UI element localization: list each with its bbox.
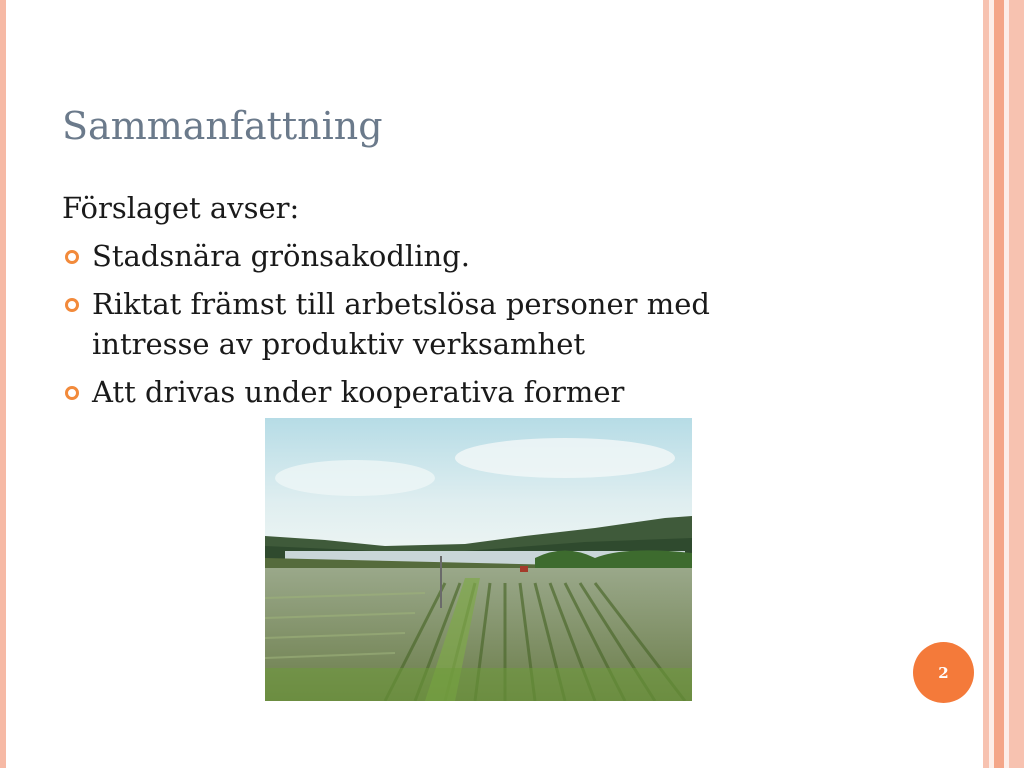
slide-title: Sammanfattning	[62, 104, 383, 148]
right-border-stripe	[1009, 0, 1024, 768]
bullet-item	[62, 372, 822, 412]
farm-landscape-photo	[265, 418, 692, 701]
right-border-stripe	[994, 0, 1004, 768]
bullet-text: Stadsnära grönsakodling.	[92, 239, 470, 273]
circle-bullet-icon	[65, 250, 79, 264]
bullet-item	[62, 236, 822, 276]
intro-text: Förslaget avser:	[62, 191, 300, 225]
bullet-text: Att drivas under kooperativa former	[92, 375, 625, 409]
bullet-text: Riktat främst till arbetslösa personer med intresse av produktiv verksamhet	[92, 287, 710, 361]
left-border-decoration	[0, 0, 6, 768]
bullet-list	[62, 236, 822, 412]
page-number-badge: 2	[913, 642, 974, 703]
circle-bullet-icon	[65, 298, 79, 312]
bullet-item	[62, 284, 822, 364]
slide-content	[62, 188, 822, 420]
circle-bullet-icon	[65, 386, 79, 400]
